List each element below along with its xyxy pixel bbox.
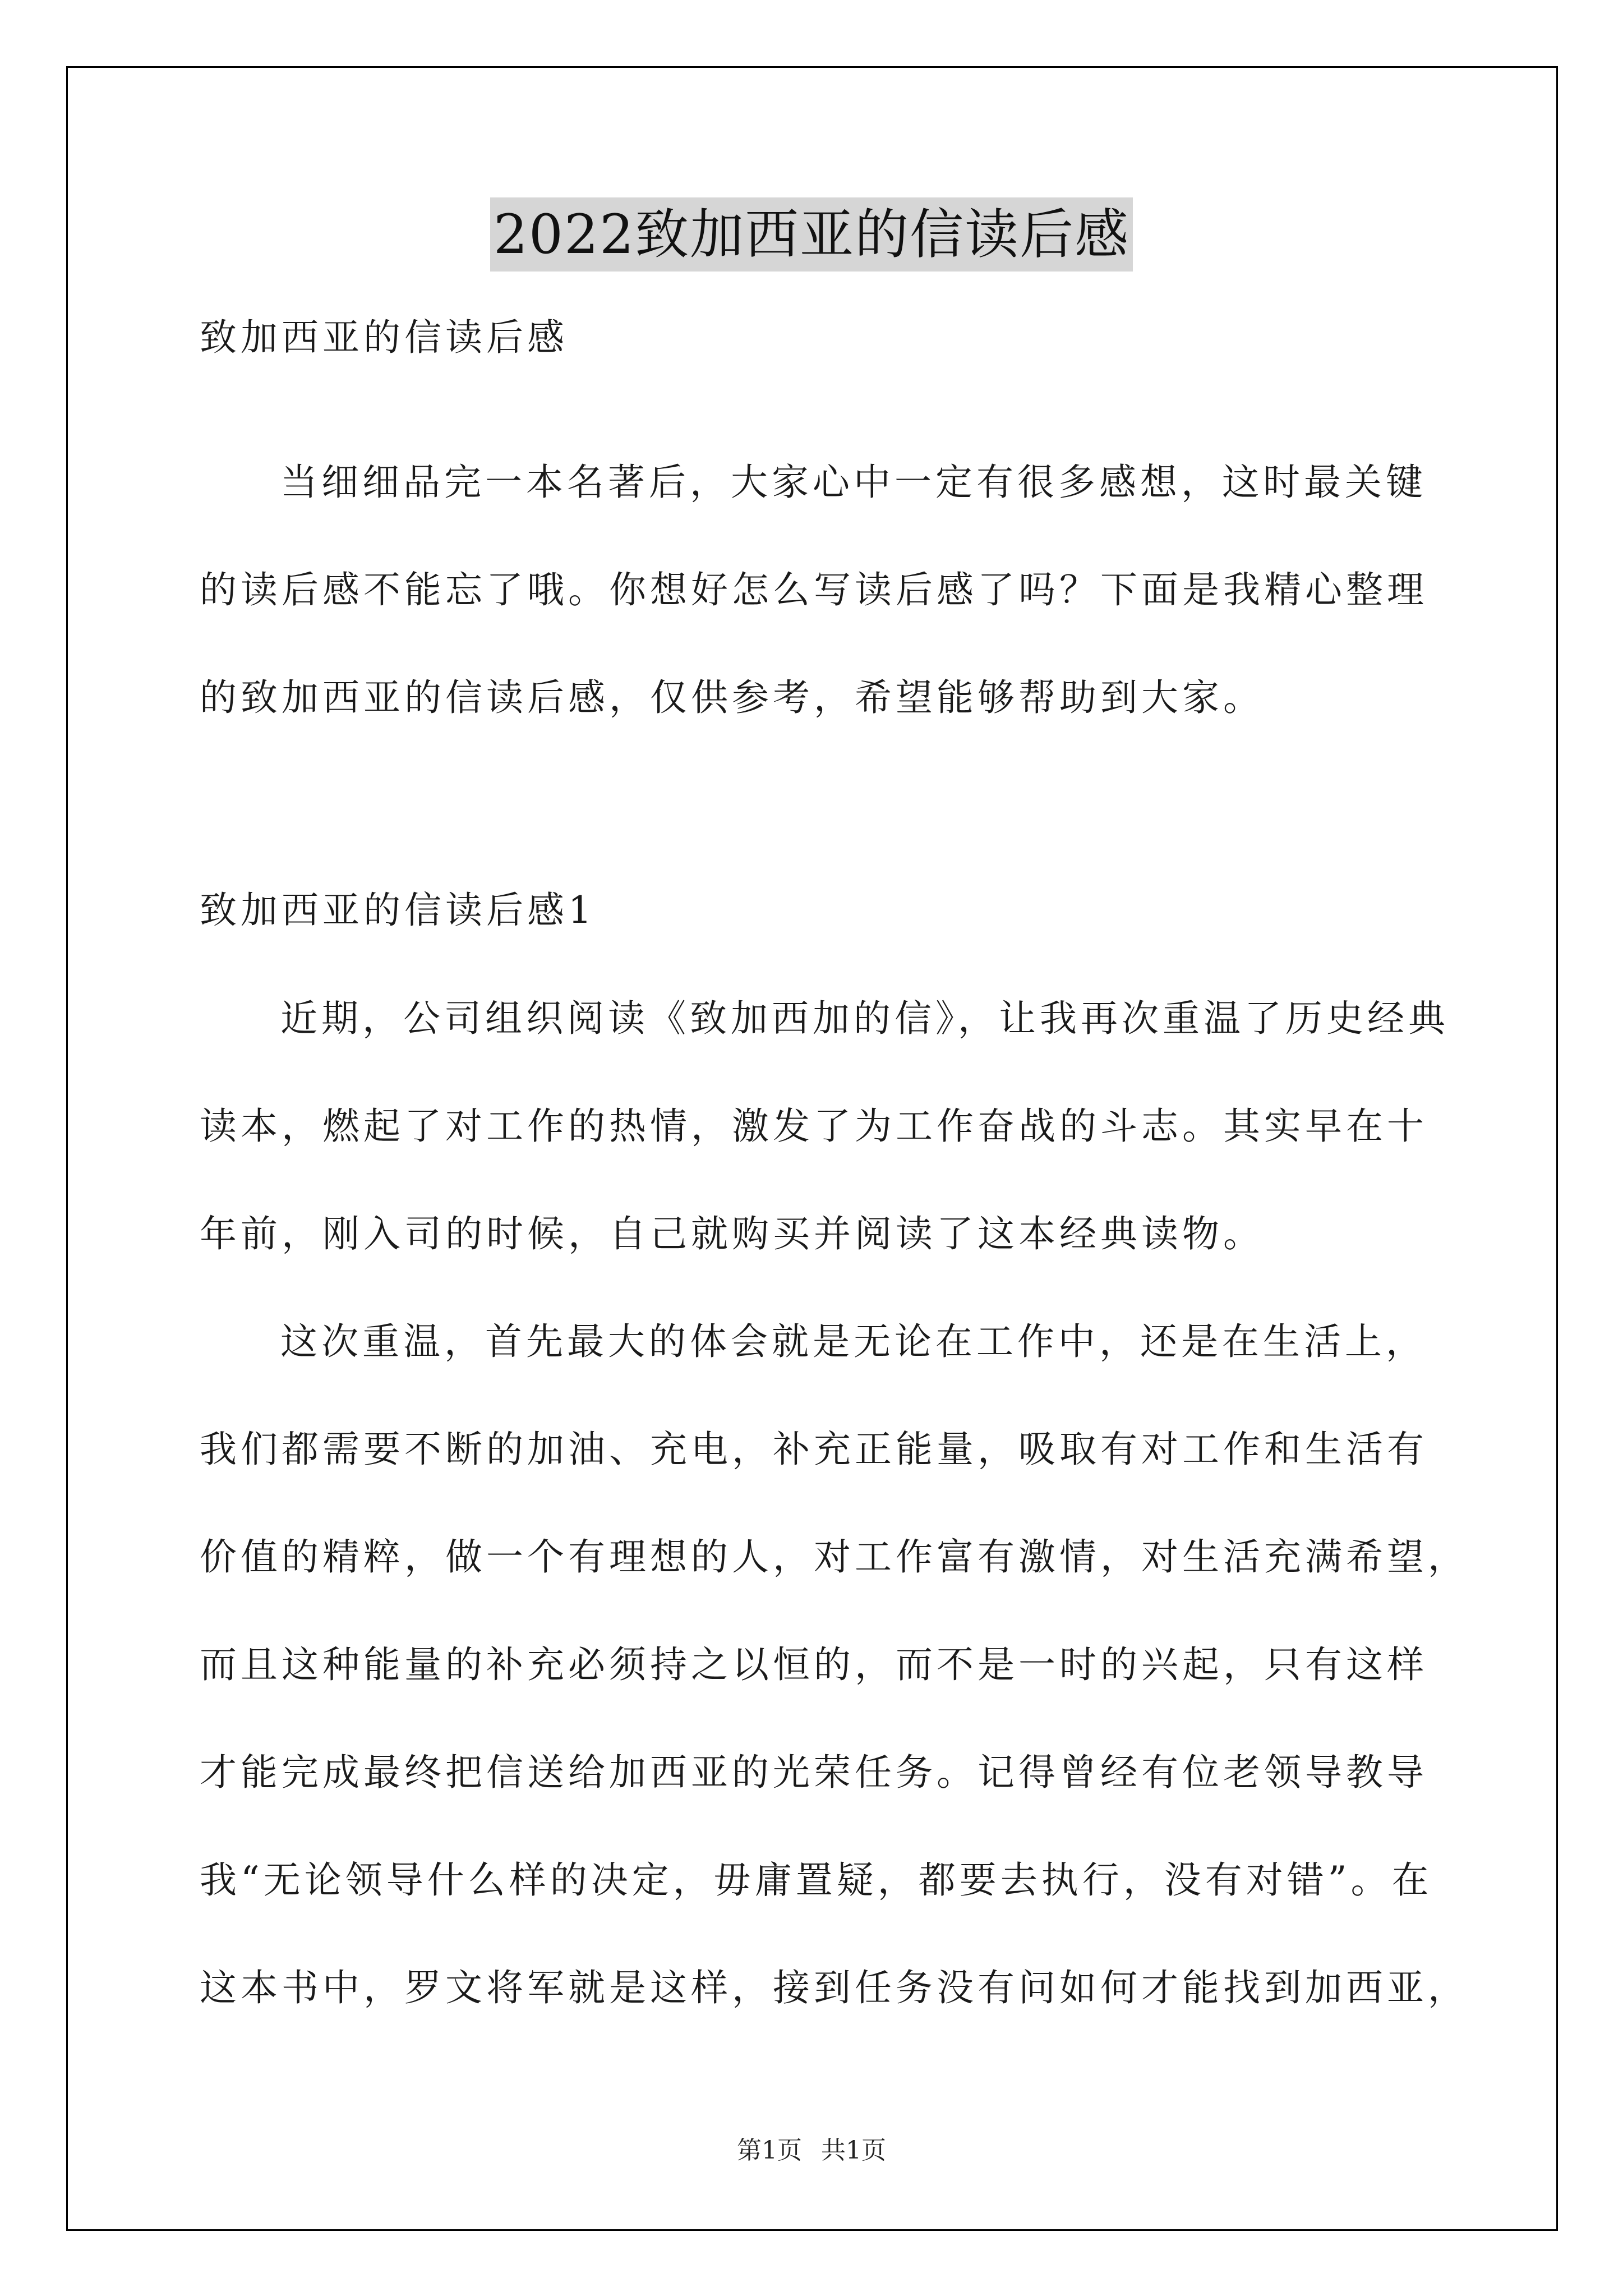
title-container <box>0 197 1623 272</box>
paragraph-line: 年前，刚入司的时候，自己就购买并阅读了这本经典读物。 <box>200 1212 1264 1255</box>
section-heading: 致加西亚的信读后感1 <box>200 889 596 932</box>
paragraph-line: 这本书中，罗文将军就是这样，接到任务没有问如何才能找到加西亚， <box>200 1966 1469 2009</box>
paragraph-line: 价值的精粹，做一个有理想的人，对工作富有激情，对生活充满希望， <box>200 1535 1469 1579</box>
document-title: 2022致加西亚的信读后感 <box>490 197 1133 272</box>
page-number: 第1页 <box>737 2136 802 2165</box>
paragraph-line: 的读后感不能忘了哦。你想好怎么写读后感了吗？下面是我精心整理 <box>200 568 1428 611</box>
paragraph-line: 我们都需要不断的加油、充电，补充正能量，吸取有对工作和生活有 <box>200 1428 1428 1471</box>
paragraph-line: 的致加西亚的信读后感，仅供参考，希望能够帮助到大家。 <box>200 676 1264 719</box>
page-total: 共1页 <box>821 2136 886 2165</box>
subtitle-line: 致加西亚的信读后感 <box>200 316 568 359</box>
paragraph-line: 这次重温，首先最大的体会就是无论在工作中，还是在生活上， <box>280 1320 1427 1363</box>
paragraph-line: 读本，燃起了对工作的热情，激发了为工作奋战的斗志。其实早在十 <box>200 1105 1428 1148</box>
paragraph-line: 而且这种能量的补充必须持之以恒的，而不是一时的兴起，只有这样 <box>200 1643 1428 1686</box>
page-footer <box>0 2135 1623 2166</box>
paragraph-line: 才能完成最终把信送给加西亚的光荣任务。记得曾经有位老领导教导 <box>200 1751 1428 1794</box>
paragraph-line: 当细细品完一本名著后，大家心中一定有很多感想，这时最关键 <box>280 461 1427 504</box>
paragraph-line: 我“无论领导什么样的决定，毋庸置疑，都要去执行，没有对错”。在 <box>200 1858 1433 1902</box>
paragraph-line: 近期，公司组织阅读《致加西加的信》，让我再次重温了历史经典 <box>280 997 1449 1040</box>
